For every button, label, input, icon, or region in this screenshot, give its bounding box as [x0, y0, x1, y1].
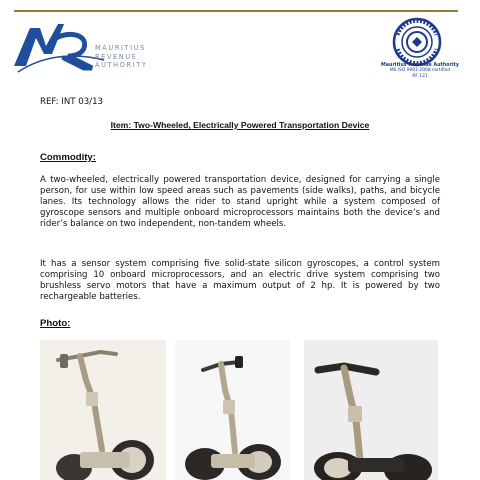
logo-line-3: AUTHORITY	[95, 61, 148, 70]
logo-wordmark	[95, 44, 148, 70]
device-photo-2	[175, 340, 290, 480]
certification-seal-icon	[392, 17, 442, 67]
seal-caption-title: Mauritius Revenue Authority	[381, 63, 459, 68]
commodity-paragraph-2: It has a sensor system comprising five solid-state silicon gyroscopes, a control system comprising 10 onboard microprocessors, and an electric drive system comprising two brushless servo motors that have a maximum output of 2 hp. It is powered by two rechargeable batteries.	[40, 259, 440, 303]
item-title: Item: Two-Wheeled, Electrically Powered Transportation Device	[110, 120, 370, 130]
photo-heading: Photo:	[40, 318, 71, 329]
commodity-heading: Commodity:	[40, 152, 96, 163]
commodity-paragraph-1: A two-wheeled, electrically powered transportation device, designed for carrying a single person, for use within low speed areas such as pavements (side walks), paths, and bicycle lanes. Its technology allows the rider to stand upright while a system composed of gyroscope sensors and multiple onboard microprocessors maintains both the device’s and rider’s balance on two independent, non-tandem wheels.	[40, 175, 440, 230]
reference-number: REF: INT 03/13	[40, 97, 104, 107]
mra-logo	[12, 16, 148, 78]
logo-line-1: MAURITIUS	[95, 44, 146, 52]
device-photo-3	[304, 340, 438, 480]
seal-caption	[378, 63, 462, 79]
seal-caption-ref: RF 121	[412, 73, 428, 79]
logo-line-2: REVENUE	[95, 52, 138, 61]
device-photo-1	[40, 340, 166, 480]
seal-caption-iso: MS ISO 9001:2008 certified	[389, 68, 451, 74]
header-rule	[14, 10, 458, 12]
